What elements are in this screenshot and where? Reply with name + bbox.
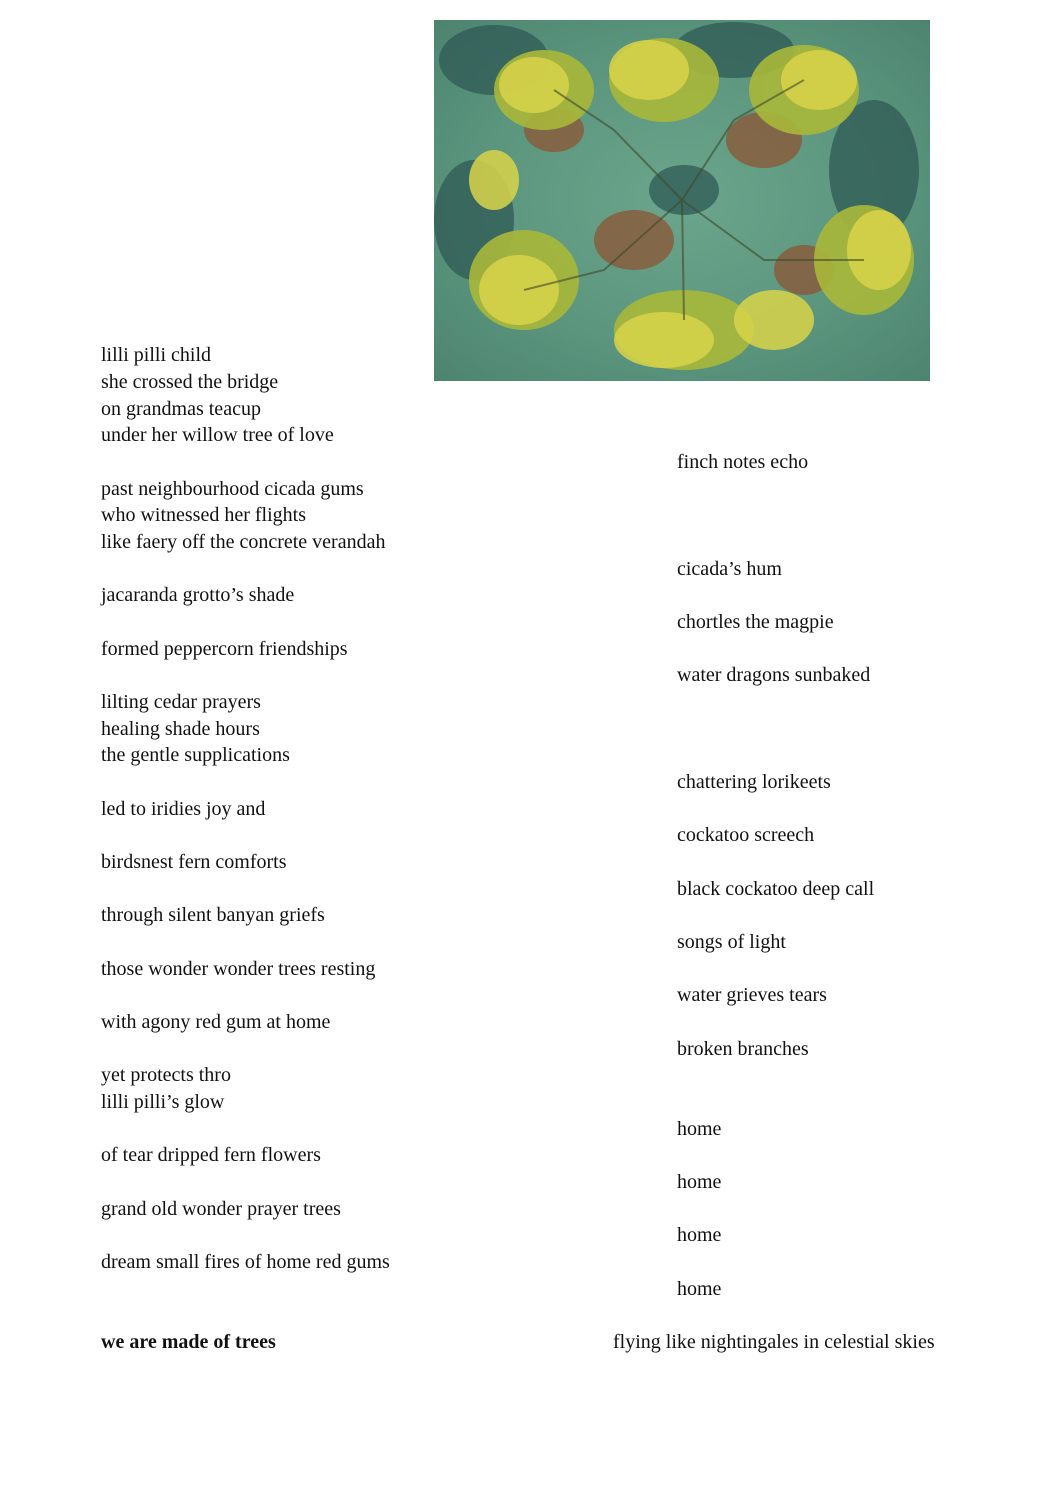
tree-canopy-painting — [434, 20, 930, 381]
poem-right-line: chortles the magpie — [677, 611, 834, 633]
closing-line-right: flying like nightingales in celestial skies — [613, 1331, 935, 1353]
poem-right-line: chattering lorikeets — [677, 771, 831, 793]
poem-left-line: lilting cedar prayers — [101, 691, 261, 713]
poem-right-line: broken branches — [677, 1038, 809, 1060]
poem-right-line: water grieves tears — [677, 984, 827, 1006]
poem-right-line: home — [677, 1171, 722, 1193]
poem-right-line: cicada’s hum — [677, 558, 782, 580]
poem-left-line: formed peppercorn friendships — [101, 638, 348, 660]
poem-left-line: of tear dripped fern flowers — [101, 1144, 321, 1166]
poem-left-line: through silent banyan griefs — [101, 904, 325, 926]
poem-right-line: songs of light — [677, 931, 786, 953]
poem-left-line: led to iridies joy and — [101, 798, 266, 820]
poem-left-line: grand old wonder prayer trees — [101, 1198, 341, 1220]
poem-right-line: water dragons sunbaked — [677, 664, 871, 686]
poem-left-line: healing shade hours — [101, 718, 260, 740]
poem-left-line: lilli pilli child — [101, 344, 211, 366]
closing-line-left: we are made of trees — [101, 1331, 276, 1353]
poem-right-line: finch notes echo — [677, 451, 809, 473]
poem-left-line: past neighbourhood cicada gums — [101, 478, 364, 500]
poem-right-line: home — [677, 1224, 722, 1246]
poem-left-line: yet protects thro — [101, 1064, 231, 1086]
poem-left-line: she crossed the bridge — [101, 371, 279, 393]
poem-right-line: cockatoo screech — [677, 824, 815, 846]
poem-left-line: dream small fires of home red gums — [101, 1251, 390, 1273]
poem-left-line: who witnessed her flights — [101, 504, 306, 526]
poem-left-line: under her willow tree of love — [101, 424, 334, 446]
poem-right-line: black cockatoo deep call — [677, 878, 875, 900]
poem-left-line: with agony red gum at home — [101, 1011, 331, 1033]
poem-left-line: the gentle supplications — [101, 744, 290, 766]
poem-left-line: lilli pilli’s glow — [101, 1091, 225, 1113]
poem-left-line: jacaranda grotto’s shade — [101, 584, 295, 606]
poem-right-line: home — [677, 1118, 722, 1140]
poem-left-line: birdsnest fern comforts — [101, 851, 287, 873]
poem-left-line: those wonder wonder trees resting — [101, 958, 376, 980]
poem-right-line: home — [677, 1278, 722, 1300]
poem-left-line: like faery off the concrete verandah — [101, 531, 386, 553]
poem-left-line: on grandmas teacup — [101, 398, 261, 420]
